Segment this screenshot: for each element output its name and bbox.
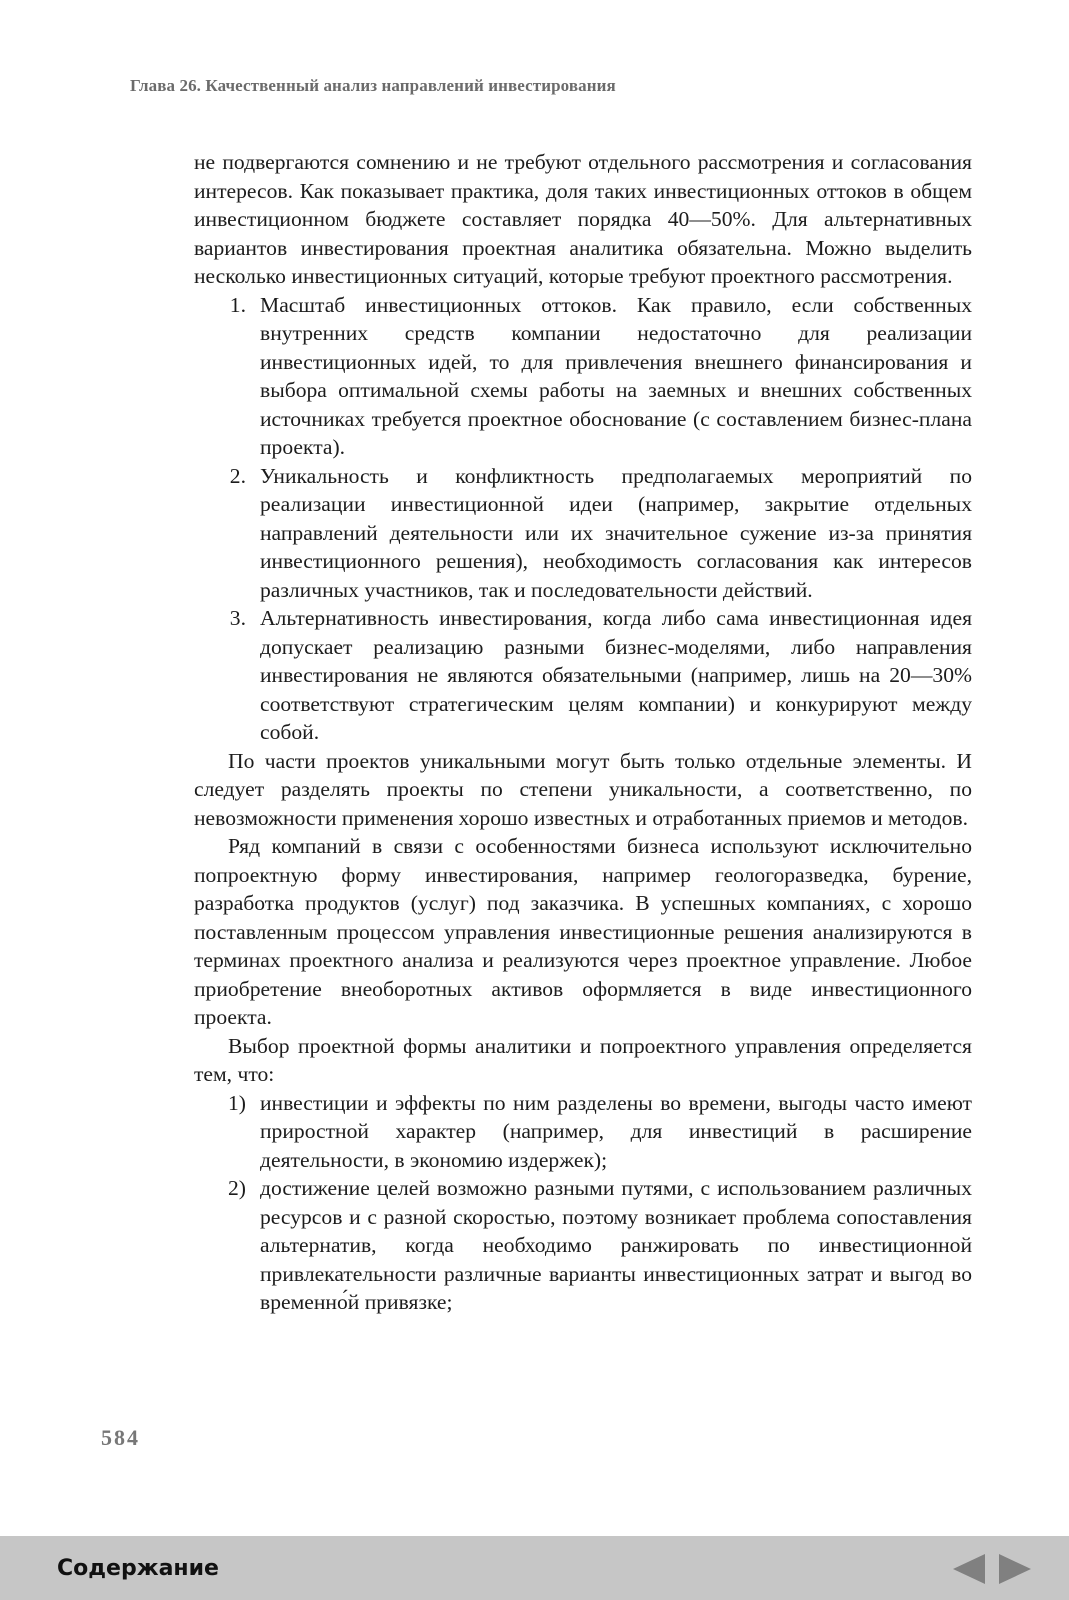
triangle-right-icon[interactable] (999, 1554, 1031, 1584)
bottom-navigation-bar (0, 1536, 1069, 1600)
page-body (194, 148, 972, 1317)
paragraph-uniqueness: По части проектов уникальными могут быть только отдельные элементы. И следует разделять проекты по степени уникальности, а соответственно, по невозможности применения хорошо известных и отработанных приемов и методов. (194, 748, 972, 830)
list-item-text: Уникальность и конфликтность предполагаемых мероприятий по реализации инвестиционной идеи (например, закрытие отдельных направлений деятельности или их значительное сужение из-за принятия инвестиционного решения), необходимость согласования как интересов различных участников, так и последовательности действий. (260, 463, 972, 602)
list-item-text: Альтернативность инвестирования, когда либо сама инвестиционная идея допускает реализацию разными бизнес-моделями, либо направления инвестирования не являются обязательными (например, лишь на 20—30% соответствуют стратегическим целям компании) и конкурируют между собой. (260, 606, 972, 744)
triangle-left-icon[interactable] (953, 1554, 985, 1584)
numbered-list-reasons (194, 1089, 972, 1317)
list-item-number: 2. (229, 463, 246, 488)
toc-label: Содержание (57, 1555, 219, 1581)
list-item-text: инвестиции и эффекты по ним разделены во времени, выгоды часто имеют приростной характер (например, для инвестиций в расширение деятельности, в экономию издержек); (260, 1090, 972, 1172)
list-item-text: достижение целей возможно разными путями, с использованием различных ресурсов и с разной скоростью, поэтому возникает проблема сопоставления альтернатив, когда необходимо ранжировать по инвестиционной привлекательности различные варианты инвестиционных затрат и выгод во временно́й привязке; (260, 1176, 972, 1314)
page-number: 584 (101, 1425, 140, 1450)
paragraph-intro: не подвергаются сомнению и не требуют отдельного рассмотрения и согласования интересов. Как показывает практика, доля таких инвестиционных оттоков в общем инвестиционном бюджете составляет порядка 40—50%. Для альтернативных вариантов инвестирования проектная аналитика обязательна. Можно выделить несколько инвестиционных ситуаций, которые требуют проектного рассмотрения. (194, 150, 972, 288)
list-item-number: 2) (228, 1176, 246, 1200)
table-of-contents-button[interactable] (57, 1550, 219, 1586)
list-item-text: Масштаб инвестиционных оттоков. Как правило, если собственных внутренних средств компании недостаточно для реализации инвестиционных идей, то для привлечения внешнего финансирования и выбора оптимальной схемы работы на заемных и внешних собственных источниках требуется проектное обоснование (с составлением бизнес-плана проекта). (260, 292, 972, 459)
list-item (194, 1089, 972, 1175)
list-item-number: 1. (229, 292, 246, 317)
paragraph-project-form: Ряд компаний в связи с особенностями бизнеса используют исключительно попроектную форму инвестирования, например геологоразведка, бурение, разработка продуктов (услуг) под заказчика. В успешных компаниях, с хорошо поставленным процессом управления инвестиционные решения анализируются в терминах проектного анализа и реализуются через проектное управление. Любое приобретение внеоборотных активов оформляется в виде инвестиционного проекта. (194, 834, 972, 1029)
paragraph-choice: Выбор проектной формы аналитики и попроектного управления определяется тем, что: (194, 1033, 972, 1086)
running-head-title: Глава 26. Качественный анализ направлений инвестирования (130, 76, 616, 95)
list-item-number: 1) (228, 1090, 246, 1115)
numbered-list-situations (194, 291, 972, 747)
list-item (194, 1174, 972, 1317)
list-item (194, 462, 972, 605)
list-item (194, 291, 972, 462)
list-item (194, 604, 972, 747)
list-item-number: 3. (229, 606, 246, 630)
